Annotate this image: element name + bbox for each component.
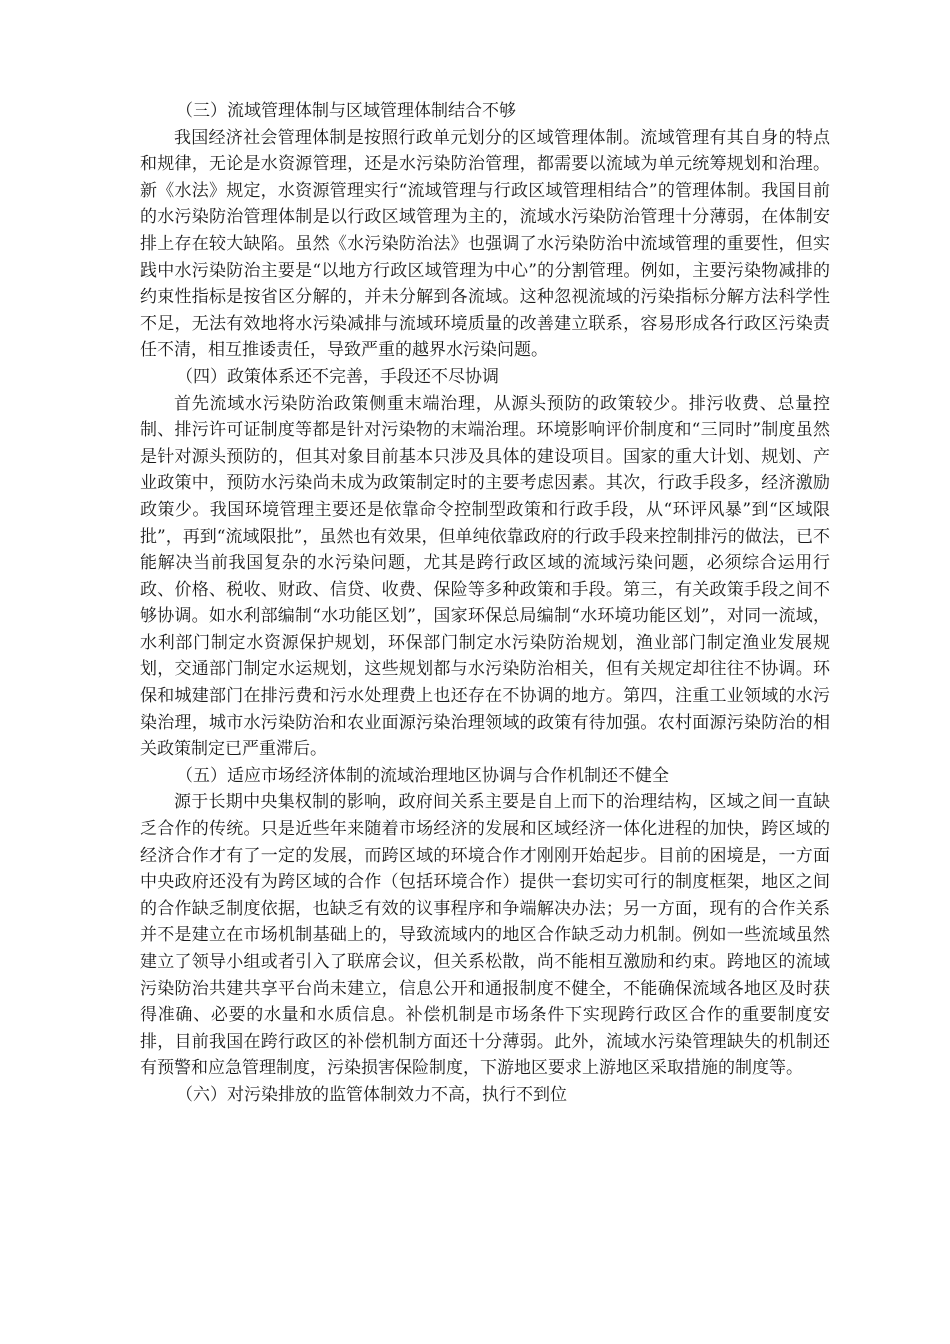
section-heading-5: （五）适应市场经济体制的流域治理地区协调与合作机制还不健全: [176, 765, 669, 786]
document-page: [140, 98, 830, 1109]
section-body-4: 首先流域水污染防治政策侧重末端治理，从源头预防的政策较少。排污收费、总量控制、排污许可证制度等都是针对污染物的末端治理。环境影响评价制度和“三同时”制度虽然是针对源头预防的，但其对象目前基本只涉及具体的建设项目。国家的重大计划、规划、产业政策中，预防水污染尚未成为政策制定时的主要考虑因素。其次，行政手段多，经济激励政策少。我国环境管理主要还是依靠命令控制型政策和行政手段，从“环评风暴”到“区域限批”，再到“流域限批”，虽然也有效果，但单纯依靠政府的行政手段来控制排污的做法，已不能解决当前我国复杂的水污染问题，尤其是跨行政区域的流域污染问题，必须综合运用行政、价格、税收、财政、信贷、收费、保险等多种政策和手段。第三，有关政策手段之间不够协调。如水利部编制“水功能区划”，国家环保总局编制“水环境功能区划”，对同一流域，水利部门制定水资源保护规划，环保部门制定水污染防治规划，渔业部门制定渔业发展规划，交通部门制定水运规划，这些规划都与水污染防治相关，但有关规定却往往不协调。环保和城建部门在排污费和污水处理费上也还存在不协调的地方。第四，注重工业领域的水污染治理，城市水污染防治和农业面源污染治理领域的政策有待加强。农村面源污染防治的相关政策制定已严重滞后。: [140, 393, 830, 760]
section-heading-6: （六）对污染排放的监管体制效力不高，执行不到位: [176, 1084, 567, 1105]
section-body-5: 源于长期中央集权制的影响，政府间关系主要是自上而下的治理结构，区域之间一直缺乏合作的传统。只是近些年来随着市场经济的发展和区域经济一体化进程的加快，跨区域的经济合作才有了一定的发展，而跨区域的环境合作才刚刚开始起步。目前的困境是，一方面中央政府还没有为跨区域的合作（包括环境合作）提供一套切实可行的制度框架，地区之间的合作缺乏制度依据，也缺乏有效的议事程序和争端解决办法；另一方面，现有的合作关系并不是建立在市场机制基础上的，导致流域内的地区合作缺乏动力机制。例如一些流域虽然建立了领导小组或者引入了联席会议，但关系松散，尚不能相互激励和约束。跨地区的流域污染防治共建共享平台尚未建立，信息公开和通报制度不健全，不能确保流域各地区及时获得准确、必要的水量和水质信息。补偿机制是市场条件下实现跨行政区合作的重要制度安排，目前我国在跨行政区的补偿机制方面还十分薄弱。此外，流域水污染管理缺失的机制还有预警和应急管理制度，污染损害保险制度，下游地区要求上游地区采取措施的制度等。: [140, 792, 830, 1079]
section-body-3: 我国经济社会管理体制是按照行政单元划分的区域管理体制。流域管理有其自身的特点和规律，无论是水资源管理，还是水污染防治管理，都需要以流域为单元统筹规划和治理。新《水法》规定，水资源管理实行“流域管理与行政区域管理相结合”的管理体制。我国目前的水污染防治管理体制是以行政区域管理为主的，流域水污染防治管理十分薄弱，在体制安排上存在较大缺陷。虽然《水污染防治法》也强调了水污染防治中流域管理的重要性，但实践中水污染防治主要是“以地方行政区域管理为中心”的分割管理。例如，主要污染物减排的约束性指标是按省区分解的，并未分解到各流域。这种忽视流域的污染指标分解方法科学性不足，无法有效地将水污染减排与流域环境质量的改善建立联系，容易形成各行政区污染责任不清，相互推诿责任，导致严重的越界水污染问题。: [140, 127, 830, 361]
section-heading-3: （三）流域管理体制与区域管理体制结合不够: [176, 101, 516, 121]
section-heading-4: （四）政策体系还不完善，手段还不尽协调: [176, 366, 499, 387]
